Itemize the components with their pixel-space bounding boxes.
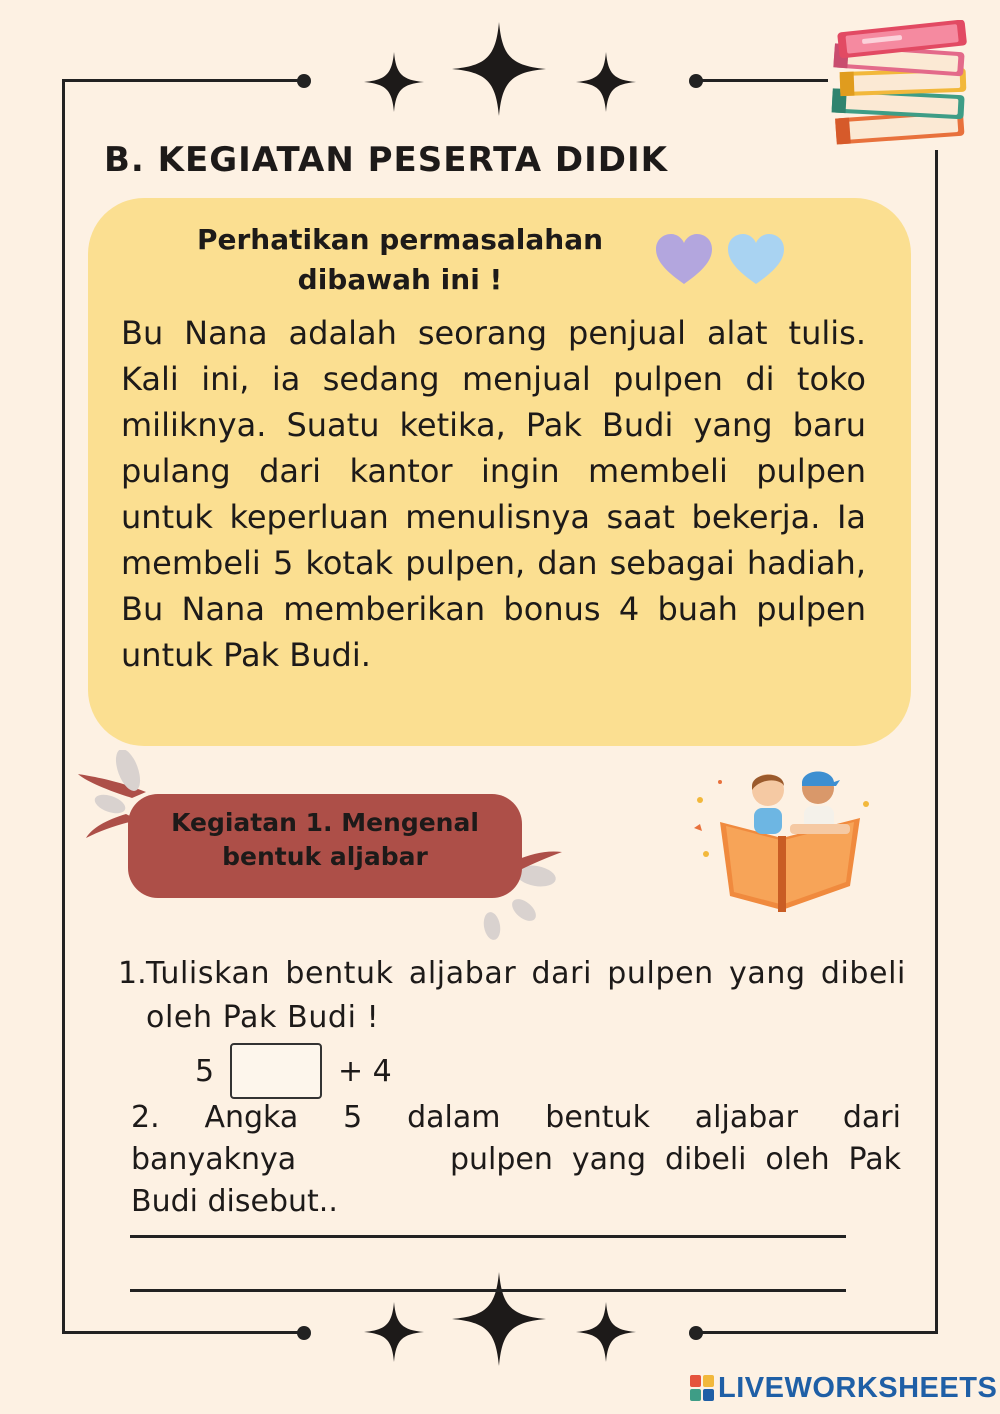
frame-left [62,79,65,1333]
frame-dot [689,74,703,88]
question-2-word: dari [842,1100,901,1135]
expression-constant: + 4 [338,1054,392,1089]
sparkle-star-icon [576,52,636,112]
question-2-line-3: Budi disebut.. [131,1184,338,1219]
question-2-word: aljabar [694,1100,798,1135]
expression-coefficient: 5 [195,1054,215,1089]
frame-dot [297,1326,311,1340]
sparkle-star-icon [576,1302,636,1362]
story-text: Bu Nana adalah seorang penjual alat tulis. Kali ini, ia sedang menjual pulpen di toko miliknya. Suatu ketika, Pak Budi yang baru pulang dari kantor ingin membeli pulpen untuk keperluan menulisnya saat bekerja. Ia membeli 5 kotak pulpen, dan sebagai hadiah, Bu Nana memberikan bonus 4 buah pulpen untuk Pak Budi. [121,314,866,674]
frame-bottom-left [62,1331,304,1334]
brand-name: LIVEWORKSHEETS [718,1371,998,1404]
question-2-word: dalam [407,1100,501,1135]
heart-icon [654,232,786,288]
question-2-word: 5 [343,1100,363,1135]
story-heading: Perhatikan permasalahan dibawah ini ! [196,223,604,296]
question-1-text: Tuliskan bentuk aljabar dari pulpen yang dibeli oleh Pak Budi ! [146,956,906,1035]
question-2-line-2-left: banyaknya [131,1142,297,1177]
sparkle-star-icon [364,52,424,112]
question-1-number: 1. [118,956,147,991]
answer-line[interactable] [130,1289,846,1292]
question-2-number: 2. [131,1100,160,1135]
sparkle-star-icon [364,1302,424,1362]
question-2-line-2-right: pulpen yang dibeli oleh Pak [450,1142,901,1177]
book-stack-icon [826,20,976,160]
section-title: B. KEGIATAN PESERTA DIDIK [104,140,668,180]
liveworksheets-logo-icon [690,1375,714,1401]
sparkle-star-icon [452,22,546,116]
answer-line[interactable] [130,1235,846,1238]
brand[interactable] [690,1371,997,1405]
question-2-word: bentuk [545,1100,650,1135]
activity-title: Kegiatan 1. Mengenal bentuk aljabar [171,808,479,871]
kids-reading-book-icon [690,764,880,914]
question-2-word: Angka [204,1100,299,1135]
question-2-line-1 [131,1097,901,1139]
frame-top-left [62,79,304,82]
answer-input-box[interactable] [230,1043,322,1099]
frame-right [935,150,938,1333]
frame-bottom-right [696,1331,938,1334]
frame-top-right [696,79,828,82]
frame-dot [689,1326,703,1340]
sparkle-star-icon [452,1272,546,1366]
frame-dot [297,74,311,88]
